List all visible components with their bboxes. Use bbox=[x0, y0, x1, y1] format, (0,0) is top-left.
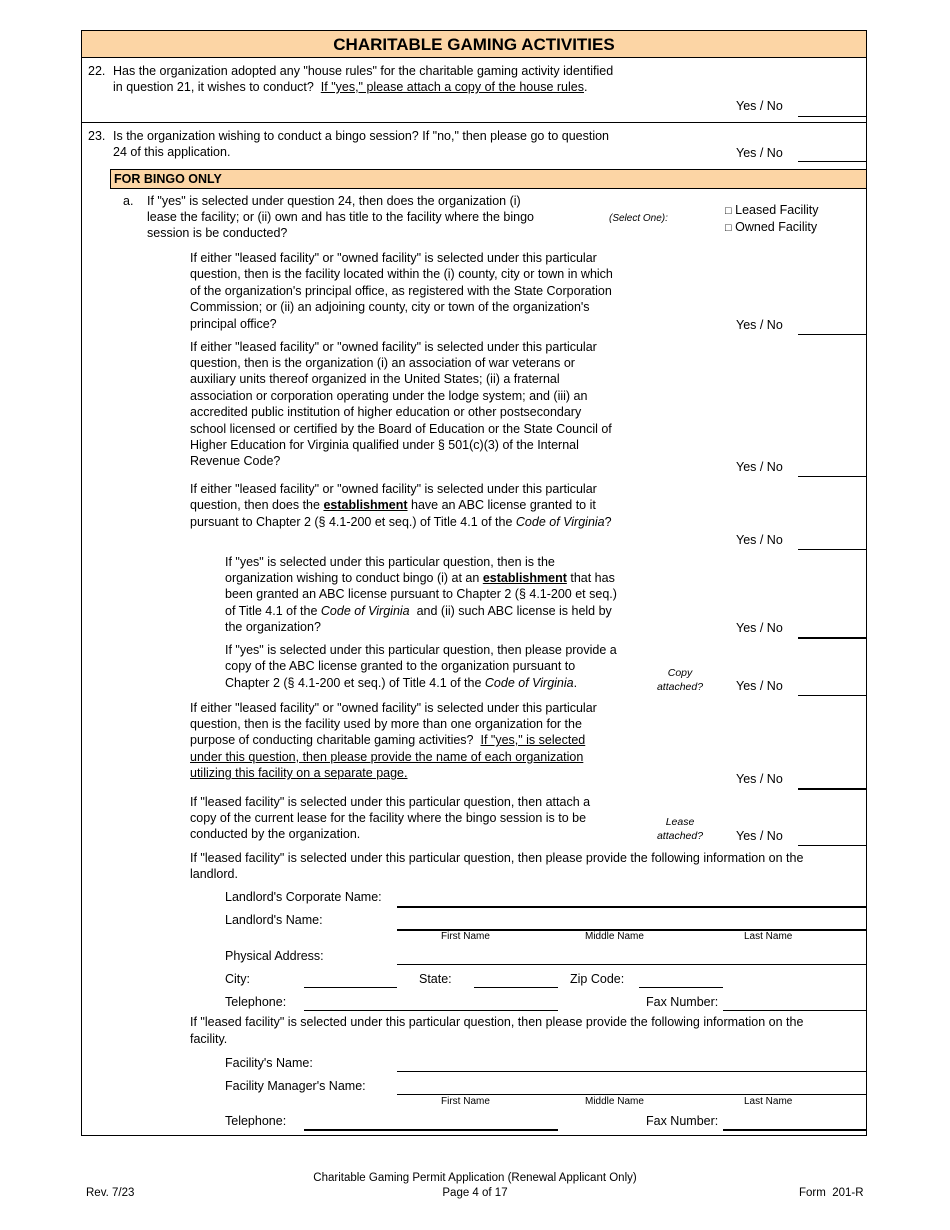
facility-middle-name-caption: Middle Name bbox=[585, 1096, 644, 1107]
facility-name-field[interactable] bbox=[397, 1071, 867, 1072]
option-leased-facility[interactable]: □ Leased Facility bbox=[725, 203, 819, 217]
q22-number: 22. bbox=[88, 64, 106, 78]
landlord-telephone-label: Telephone: bbox=[225, 995, 287, 1009]
p1-line4: Commission; or (ii) an adjoining county, city or town of the organization's bbox=[190, 300, 590, 314]
facility-fax-field[interactable] bbox=[723, 1129, 867, 1131]
p1-line1: If either "leased facility" or "owned facility" is selected under this particular bbox=[190, 251, 597, 265]
facility-fax-label: Fax Number: bbox=[646, 1114, 719, 1128]
q23-answer-line[interactable] bbox=[798, 161, 867, 162]
p3-line1: If either "leased facility" or "owned facility" is selected under this particular bbox=[190, 482, 597, 496]
landlord-fax-field[interactable] bbox=[723, 1010, 867, 1011]
landlord-intro-line2: landlord. bbox=[190, 867, 238, 881]
p5-yes-no: Yes / No bbox=[736, 679, 783, 693]
p5-line1: If "yes" is selected under this particular question, then please provide a bbox=[225, 643, 617, 657]
facility-manager-label: Facility Manager's Name: bbox=[225, 1079, 366, 1093]
facility-manager-field[interactable] bbox=[397, 1094, 867, 1095]
p3-answer-line[interactable] bbox=[798, 549, 867, 550]
bingo-banner: FOR BINGO ONLY bbox=[110, 169, 867, 189]
footer-page-number: Page 4 of 17 bbox=[442, 1187, 508, 1199]
q23-line2: 24 of this application. bbox=[113, 145, 231, 159]
p6-yes-no: Yes / No bbox=[736, 772, 783, 786]
p2-line2: question, then is the organization (i) an association of war veterans or bbox=[190, 356, 575, 370]
p2-line5: accredited public institution of higher education or other postsecondary bbox=[190, 405, 582, 419]
p3-yes-no: Yes / No bbox=[736, 533, 783, 547]
p1-line5: principal office? bbox=[190, 317, 277, 331]
p7-line3: conducted by the organization. bbox=[190, 827, 361, 841]
footer-form-number: Form 201-R bbox=[799, 1187, 864, 1199]
landlord-last-name-caption: Last Name bbox=[744, 931, 793, 942]
copy-attached-note: Copy attached? bbox=[656, 667, 704, 693]
p1-line2: question, then is the facility located within the (i) county, city or town in which bbox=[190, 267, 613, 281]
facility-telephone-field[interactable] bbox=[304, 1129, 558, 1131]
p2-line6: school licensed or certified by the Board of Education or the State Council of bbox=[190, 422, 612, 436]
q22-yes-no: Yes / No bbox=[736, 99, 783, 113]
landlord-middle-name-caption: Middle Name bbox=[585, 931, 644, 942]
facility-name-label: Facility's Name: bbox=[225, 1056, 313, 1070]
p1-line3: of the organization's principal office, as registered with the State Corporation bbox=[190, 284, 612, 298]
facility-intro-line2: facility. bbox=[190, 1032, 228, 1046]
footer-revision: Rev. 7/23 bbox=[86, 1187, 135, 1199]
landlord-corp-name-field[interactable] bbox=[397, 906, 867, 908]
q23-line1: Is the organization wishing to conduct a bingo session? If "no," then please go to question bbox=[113, 129, 610, 143]
p6-line5: utilizing this facility on a separate page. bbox=[190, 766, 408, 780]
p7-line2: copy of the current lease for the facility where the bingo session is to be bbox=[190, 811, 587, 825]
p5-line2: copy of the ABC license granted to the organization pursuant to bbox=[225, 659, 576, 673]
p3-line3: pursuant to Chapter 2 (§ 4.1-200 et seq.) of Title 4.1 of the Code of Virginia? bbox=[190, 515, 612, 529]
facility-telephone-label: Telephone: bbox=[225, 1114, 287, 1128]
p4-line2: organization wishing to conduct bingo (i) at an establishment that has bbox=[225, 571, 615, 585]
p4-line5: the organization? bbox=[225, 620, 321, 634]
checkbox-icon: □ bbox=[725, 222, 732, 234]
p7-line1: If "leased facility" is selected under this particular question, then attach a bbox=[190, 795, 591, 809]
landlord-address-label: Physical Address: bbox=[225, 949, 324, 963]
q22-answer-line[interactable] bbox=[798, 116, 867, 117]
landlord-city-label: City: bbox=[225, 972, 250, 986]
landlord-name-label: Landlord's Name: bbox=[225, 913, 323, 927]
landlord-zip-label: Zip Code: bbox=[570, 972, 625, 986]
landlord-corp-name-label: Landlord's Corporate Name: bbox=[225, 890, 382, 904]
q23-yes-no: Yes / No bbox=[736, 146, 783, 160]
p2-line7: Higher Education for Virginia qualified under § 501(c)(3) of the Internal bbox=[190, 438, 579, 452]
landlord-state-label: State: bbox=[419, 972, 452, 986]
select-one-note: (Select One): bbox=[609, 213, 668, 224]
landlord-address-field[interactable] bbox=[397, 964, 867, 965]
facility-intro-line1: If "leased facility" is selected under this particular question, then please provide the following information on the bbox=[190, 1015, 804, 1029]
p6-line3: purpose of conducting charitable gaming activities? If "yes," is selected bbox=[190, 733, 586, 747]
facility-first-name-caption: First Name bbox=[441, 1096, 490, 1107]
section-title: CHARITABLE GAMING ACTIVITIES bbox=[81, 30, 867, 58]
qa-letter: a. bbox=[123, 194, 134, 208]
p1-answer-line[interactable] bbox=[798, 334, 867, 335]
p2-line3: auxiliary units thereof organized in the United States; (ii) a fraternal bbox=[190, 372, 560, 386]
landlord-state-field[interactable] bbox=[474, 987, 558, 988]
landlord-fax-label: Fax Number: bbox=[646, 995, 719, 1009]
landlord-intro-line1: If "leased facility" is selected under this particular question, then please provide the following information on the bbox=[190, 851, 804, 865]
footer-title: Charitable Gaming Permit Application (Renewal Applicant Only) bbox=[313, 1172, 637, 1184]
p3-line2: question, then does the establishment have an ABC license granted to it bbox=[190, 498, 596, 512]
p1-yes-no: Yes / No bbox=[736, 318, 783, 332]
p7-answer-line[interactable] bbox=[798, 845, 867, 846]
p4-line4: of Title 4.1 of the Code of Virginia and (ii) such ABC license is held by bbox=[225, 604, 612, 618]
qa-line3: session is be conducted? bbox=[147, 226, 288, 240]
landlord-city-field[interactable] bbox=[304, 987, 397, 988]
facility-last-name-caption: Last Name bbox=[744, 1096, 793, 1107]
checkbox-icon: □ bbox=[725, 205, 732, 217]
p6-line2: question, then is the facility used by more than one organization for the bbox=[190, 717, 582, 731]
p2-line1: If either "leased facility" or "owned facility" is selected under this particular bbox=[190, 340, 597, 354]
divider bbox=[81, 122, 867, 123]
p5-line3: Chapter 2 (§ 4.1-200 et seq.) of Title 4.1 of the Code of Virginia. bbox=[225, 676, 578, 690]
q22-line2: in question 21, it wishes to conduct? If "yes," please attach a copy of the house rules. bbox=[113, 80, 588, 94]
p2-answer-line[interactable] bbox=[798, 476, 867, 477]
landlord-telephone-field[interactable] bbox=[304, 1010, 558, 1011]
qa-line1: If "yes" is selected under question 24, then does the organization (i) bbox=[147, 194, 521, 208]
qa-line2: lease the facility; or (ii) own and has title to the facility where the bingo bbox=[147, 210, 535, 224]
p4-yes-no: Yes / No bbox=[736, 621, 783, 635]
lease-attached-note: Lease attached? bbox=[656, 816, 704, 842]
p6-answer-line[interactable] bbox=[798, 788, 867, 790]
p2-yes-no: Yes / No bbox=[736, 460, 783, 474]
p4-line3: been granted an ABC license pursuant to Chapter 2 (§ 4.1-200 et seq.) bbox=[225, 587, 617, 601]
landlord-first-name-caption: First Name bbox=[441, 931, 490, 942]
p4-line1: If "yes" is selected under this particular question, then is the bbox=[225, 555, 555, 569]
p4-answer-line[interactable] bbox=[798, 637, 867, 639]
p5-answer-line[interactable] bbox=[798, 695, 867, 696]
p6-line1: If either "leased facility" or "owned facility" is selected under this particular bbox=[190, 701, 597, 715]
p7-yes-no: Yes / No bbox=[736, 829, 783, 843]
p2-line8: Revenue Code? bbox=[190, 454, 281, 468]
q23-number: 23. bbox=[88, 129, 106, 143]
q22-line1: Has the organization adopted any "house rules" for the charitable gaming activity identified bbox=[113, 64, 614, 78]
p6-line4: under this question, then please provide the name of each organization bbox=[190, 750, 584, 764]
option-owned-facility[interactable]: □ Owned Facility bbox=[725, 220, 818, 234]
p2-line4: association or corporation operating under the lodge system; and (iii) an bbox=[190, 389, 588, 403]
landlord-zip-field[interactable] bbox=[639, 987, 723, 988]
